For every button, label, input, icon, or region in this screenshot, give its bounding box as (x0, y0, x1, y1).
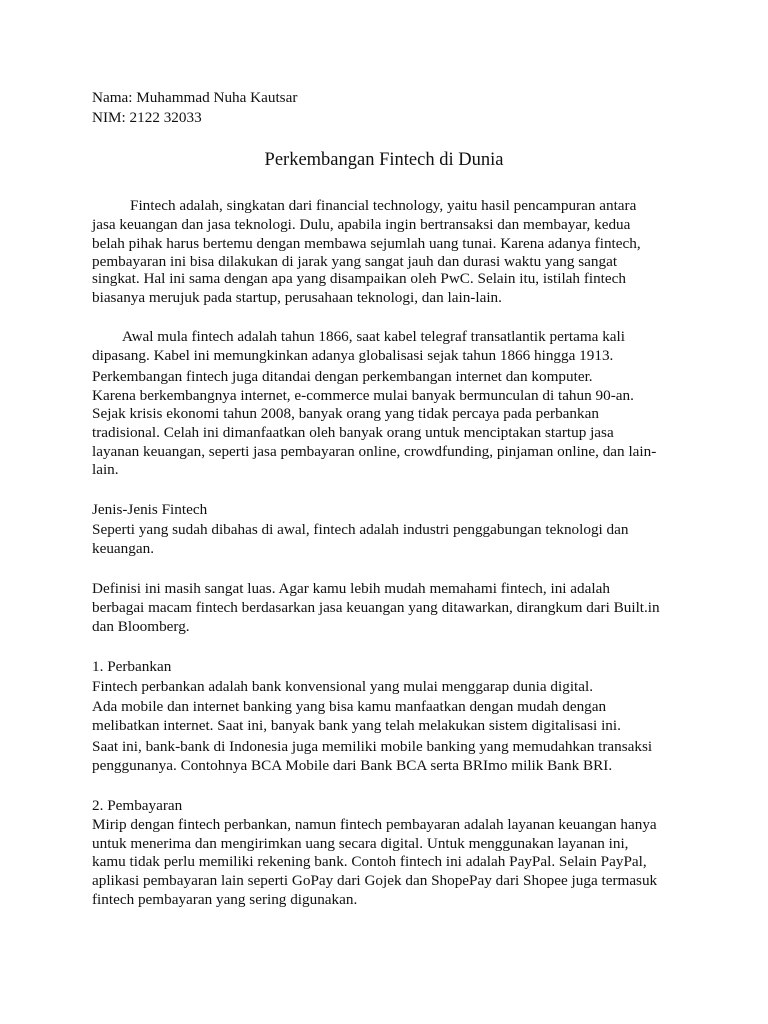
paragraph-line: pembayaran ini bisa dilakukan di jarak yang sangat jauh dan durasi waktu yang sangat (92, 253, 618, 270)
section-heading: 2. Pembayaran (92, 797, 183, 814)
paragraph-line: Saat ini, bank-bank di Indonesia juga memiliki mobile banking yang memudahkan transaksi (92, 738, 653, 755)
paragraph-line: berbagai macam fintech berdasarkan jasa keuangan yang ditawarkan, dirangkum dari Built.in (92, 599, 660, 616)
student-nim: NIM: 2122 32033 (92, 109, 202, 126)
paragraph-line: biasanya merujuk pada startup, perusahaan teknologi, dan lain-lain. (92, 289, 502, 306)
paragraph-line: Karena berkembangnya internet, e-commerce mulai banyak bermunculan di tahun 90-an. (92, 387, 634, 404)
paragraph-line: Definisi ini masih sangat luas. Agar kamu lebih mudah memahami fintech, ini adalah (92, 580, 610, 597)
paragraph-line: Awal mula fintech adalah tahun 1866, saat kabel telegraf transatlantik pertama kali (122, 328, 625, 345)
document-title: Perkembangan Fintech di Dunia (264, 150, 504, 170)
paragraph-line: aplikasi pembayaran lain seperti GoPay dari Gojek dan ShopePay dari Shopee juga termasuk (92, 872, 658, 889)
section-heading: Jenis-Jenis Fintech (92, 501, 208, 518)
paragraph-line: belah pihak harus bertemu dengan membawa sejumlah uang tunai. Karena adanya fintech, (92, 235, 641, 252)
paragraph-line: penggunanya. Contohnya BCA Mobile dari Bank BCA serta BRImo milik Bank BRI. (92, 757, 613, 774)
paragraph-line: Ada mobile dan internet banking yang bisa kamu manfaatkan dengan mudah dengan (92, 698, 607, 715)
paragraph-line: Seperti yang sudah dibahas di awal, fintech adalah industri penggabungan teknologi dan (92, 521, 629, 538)
paragraph-line: Sejak krisis ekonomi tahun 2008, banyak orang yang tidak percaya pada perbankan (92, 405, 599, 422)
paragraph-line: untuk menerima dan mengirimkan uang secara digital. Untuk menggunakan layanan ini, (92, 835, 629, 852)
paragraph-line: dan Bloomberg. (92, 618, 190, 635)
paragraph-line: layanan keuangan, seperti jasa pembayaran online, crowdfunding, pinjaman online, dan lain- (92, 443, 657, 460)
paragraph-line: Mirip dengan fintech perbankan, namun fintech pembayaran adalah layanan keuangan hanya (92, 816, 657, 833)
paragraph-line: fintech pembayaran yang sering digunakan. (92, 891, 358, 908)
paragraph-line: Perkembangan fintech juga ditandai dengan perkembangan internet dan komputer. (92, 368, 593, 385)
paragraph-line: tradisional. Celah ini dimanfaatkan oleh banyak orang untuk menciptakan startup jasa (92, 424, 614, 441)
paragraph-line: melibatkan internet. Saat ini, banyak bank yang telah melakukan sistem digitalisasi ini. (92, 717, 621, 734)
paragraph-line: singkat. Hal ini sama dengan apa yang disampaikan oleh PwC. Selain itu, istilah fintech (92, 270, 626, 287)
student-name: Nama: Muhammad Nuha Kautsar (92, 89, 298, 106)
paragraph-line: lain. (92, 461, 119, 478)
paragraph-line: Fintech perbankan adalah bank konvensional yang mulai menggarap dunia digital. (92, 678, 594, 695)
paragraph-line: kamu tidak perlu memiliki rekening bank. Contoh fintech ini adalah PayPal. Selain PayPal, (92, 853, 647, 870)
paragraph-line: jasa keuangan dan jasa teknologi. Dulu, apabila ingin bertransaksi dan membayar, kedua (92, 216, 631, 233)
paragraph-line: keuangan. (92, 540, 154, 557)
paragraph-line: Fintech adalah, singkatan dari financial technology, yaitu hasil pencampuran antara (130, 197, 637, 214)
paragraph-line: dipasang. Kabel ini memungkinkan adanya globalisasi sejak tahun 1866 hingga 1913. (92, 347, 614, 364)
section-heading: 1. Perbankan (92, 658, 172, 675)
